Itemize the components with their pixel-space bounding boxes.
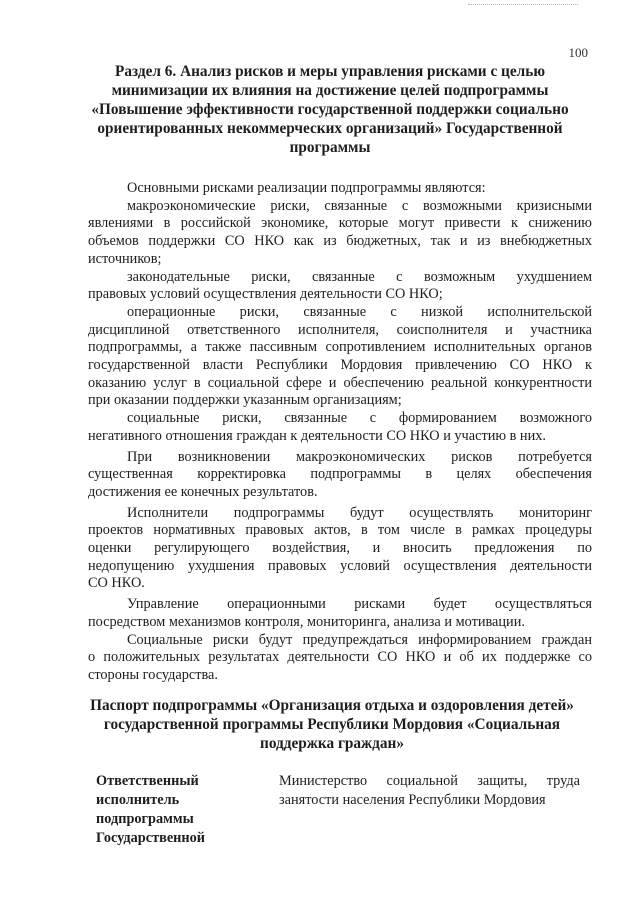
text-line: оказанию услуг в социальной сфере и обеспечению реальной конкурентности bbox=[88, 374, 592, 391]
text-line: законодательные риски, связанные с возможным ухудшением bbox=[127, 268, 592, 285]
page-number: 100 bbox=[568, 45, 588, 60]
text-line: дисциплиной ответственного исполнителя, соисполнителя и участника bbox=[88, 321, 592, 338]
text-line: Управление операционными рисками будет осуществляться bbox=[127, 596, 592, 613]
text-line: объемов поддержки СО НКО как из бюджетных, так и из внебюджетных bbox=[88, 233, 592, 250]
passport-label bbox=[96, 772, 266, 848]
section-body bbox=[88, 180, 592, 685]
heading-line: «Повышение эффективности государственной поддержки социально bbox=[91, 101, 569, 118]
paragraph bbox=[88, 632, 592, 685]
heading-line: минимизации их влияния на достижение целей подпрограммы bbox=[111, 82, 549, 99]
text-line: Исполнители подпрограммы будут осуществлять мониторинг bbox=[127, 504, 592, 521]
text-line: существенная корректировка подпрограммы в целях обеспечения bbox=[88, 466, 592, 483]
value-line: Министерство социальной защиты, труда bbox=[279, 773, 580, 789]
text-line: подпрограммы, а также пассивным сопротивлением исполнительных органов bbox=[88, 339, 592, 356]
heading-line: Паспорт подпрограммы «Организация отдыха и оздоровления детей» bbox=[90, 697, 574, 714]
text-line: при оказании поддержки указанным организациям; bbox=[88, 392, 402, 409]
text-line: стороны государства. bbox=[88, 666, 218, 683]
text-line: социальные риски, связанные с формированием возможного bbox=[127, 410, 592, 427]
passport-value bbox=[279, 772, 580, 810]
text-line: Основными рисками реализации подпрограммы являются: bbox=[127, 180, 486, 196]
label-line: Государственной bbox=[96, 830, 206, 846]
label-line: исполнитель bbox=[96, 792, 180, 808]
passport-heading bbox=[86, 696, 578, 753]
heading-line: программы bbox=[289, 139, 371, 156]
paragraph bbox=[88, 269, 592, 304]
text-line: операционные риски, связанные с низкой исполнительской bbox=[127, 303, 592, 320]
text-line: о положительных результатах деятельности СО НКО и об их поддержке со bbox=[88, 649, 592, 666]
paragraph bbox=[88, 198, 592, 269]
text-line: макроэкономические риски, связанные с возможными кризисными bbox=[127, 197, 592, 214]
text-line: недопущению ухудшения правовых условий осуществления деятельности bbox=[88, 557, 592, 574]
heading-line: ориентированных некоммерческих организаций» Государственной bbox=[97, 120, 563, 137]
paragraph bbox=[88, 304, 592, 410]
heading-line: поддержка граждан» bbox=[260, 735, 404, 752]
heading-line: Раздел 6. Анализ рисков и меры управления рисками с целью bbox=[114, 63, 546, 80]
section-heading bbox=[84, 62, 576, 157]
label-line: подпрограммы bbox=[96, 811, 194, 827]
text-line: правовых условий осуществления деятельности СО НКО; bbox=[88, 286, 443, 303]
text-line: проектов нормативных правовых актов, в том числе в рамках процедуры bbox=[88, 522, 592, 539]
text-line: негативного отношения граждан к деятельности СО НКО и участию в них. bbox=[88, 427, 546, 444]
paragraph bbox=[88, 410, 592, 445]
label-line: Ответственный bbox=[96, 773, 199, 789]
paragraph bbox=[88, 505, 592, 594]
text-line: явлениями в российской экономике, которые могут привести к снижению bbox=[88, 215, 592, 232]
scan-artifact bbox=[468, 4, 578, 9]
text-line: Социальные риски будут предупреждаться информированием граждан bbox=[127, 631, 592, 648]
paragraph bbox=[88, 449, 592, 502]
paragraph bbox=[88, 180, 592, 198]
text-line: СО НКО. bbox=[88, 575, 145, 592]
text-line: источников; bbox=[88, 250, 162, 267]
text-line: посредством механизмов контроля, мониторинга, анализа и мотивации. bbox=[88, 613, 525, 630]
text-line: достижения ее конечных результатов. bbox=[88, 483, 318, 500]
heading-line: государственной программы Республики Мордовия «Социальная bbox=[103, 716, 561, 733]
text-line: государственной власти Республики Мордовия привлечению СО НКО к bbox=[88, 357, 592, 374]
value-line: занятости населения Республики Мордовия bbox=[279, 792, 546, 808]
text-line: оценки регулирующего воздействия, и вносить предложения по bbox=[88, 540, 592, 557]
text-line: При возникновении макроэкономических рисков потребуется bbox=[127, 448, 592, 465]
paragraph bbox=[88, 596, 592, 631]
